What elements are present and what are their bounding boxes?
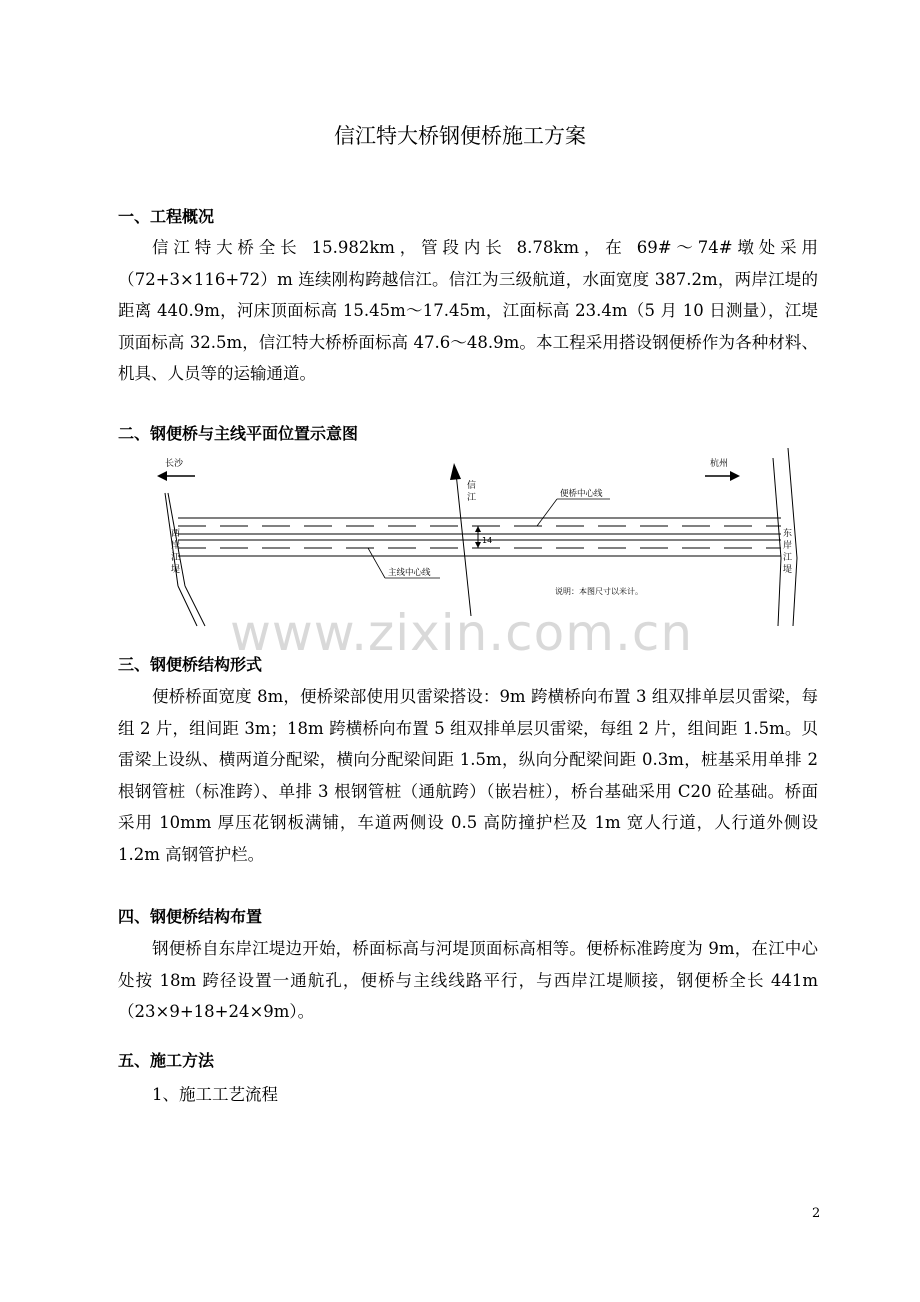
east-levee-line-2b [793, 558, 797, 626]
hangzhou-arrow-icon [730, 471, 740, 481]
label-east-2: 岸 [783, 541, 793, 551]
section-2-heading: 二、钢便桥与主线平面位置示意图 [118, 424, 359, 443]
bridge-center-leader [537, 499, 557, 526]
label-west-3: 江 [171, 553, 181, 563]
offset-label: 14 [482, 536, 493, 545]
section-4-body: 钢便桥自东岸江堤边开始，桥面标高与河堤顶面标高相等。便桥标准跨度为 9m，在江中心处按 18m 跨径设置一通航孔，便桥与主线线路平行，与西岸江堤顺接，钢便桥全长 441m（23×9+18+24×9m）。 [118, 939, 818, 1021]
label-main-center: 主线中心线 [388, 568, 431, 578]
label-east-3: 江 [783, 553, 793, 563]
section-1-heading: 一、工程概况 [118, 207, 215, 226]
offset-arrow-bottom-icon [475, 542, 481, 548]
section-3-heading: 三、钢便桥结构形式 [118, 655, 263, 674]
main-center-leader [368, 548, 385, 578]
label-west-2: 岸 [171, 541, 181, 551]
offset-arrow-top-icon [475, 526, 481, 532]
section-4-heading: 四、钢便桥结构布置 [118, 907, 263, 926]
page-number: 2 [812, 1206, 821, 1221]
label-west-1: 西 [171, 529, 181, 539]
watermark: www.zixin.com.cn [230, 604, 694, 662]
label-river-2: 江 [467, 493, 477, 503]
label-east-4: 堤 [783, 565, 793, 575]
river-arrow-icon [450, 463, 461, 480]
label-east-1: 东 [783, 529, 793, 539]
label-west-4: 堤 [171, 565, 181, 575]
section-5-heading: 五、施工方法 [118, 1051, 215, 1070]
label-hangzhou: 杭州 [710, 459, 729, 469]
document-title: 信江特大桥钢便桥施工方案 [334, 124, 586, 148]
label-bridge-center: 便桥中心线 [560, 489, 603, 499]
east-levee-line-1 [773, 458, 781, 558]
bridge-layout-diagram [145, 448, 805, 663]
section-5-item-1: 1、施工工艺流程 [152, 1085, 278, 1104]
label-changsha: 长沙 [165, 459, 184, 469]
diagram-note: 说明：本图尺寸以米计。 [555, 587, 643, 596]
changsha-arrow-icon [157, 471, 167, 481]
section-3-body: 便桥桥面宽度 8m，便桥梁部使用贝雷梁搭设：9m 跨横桥向布置 3 组双排单层贝雷梁，每组 2 片，组间距 3m；18m 跨横桥向布置 5 组双排单层贝雷梁，每组 2 片，组间距 1.5m。贝雷梁上设纵、横两道分配梁，横向分配梁间距 1.5m，纵向分配梁间距 0.3m，桩基采用单排 2 根钢管桩（标准跨）、单排 3 根钢管桩（通航跨）（嵌岩桩），桥台基础采用 C20 砼基础。桥面采用 10mm 厚压花钢板满铺，车道两侧设 0.5 高防撞护栏及 1m 宽人行道，人行道外侧设 1.2m 高钢管护栏。 [118, 687, 818, 864]
section-1-body: 信江特大桥全长 15.982km，管段内长 8.78km，在 69#～74#墩处采用（72+3×116+72）m 连续刚构跨越信江。信江为三级航道，水面宽度 387.2m，两岸江堤的距离 440.9m，河床顶面标高 15.45m～17.45m，江面标高 23.4m（5 月 10 日测量），江堤顶面标高 32.5m，信江特大桥桥面标高 47.6～48.9m。本工程采用搭设钢便桥作为各种材料、机具、人员等的运输通道。 [118, 238, 818, 383]
east-levee-line-1b [778, 558, 781, 626]
label-river-1: 信 [467, 481, 477, 491]
